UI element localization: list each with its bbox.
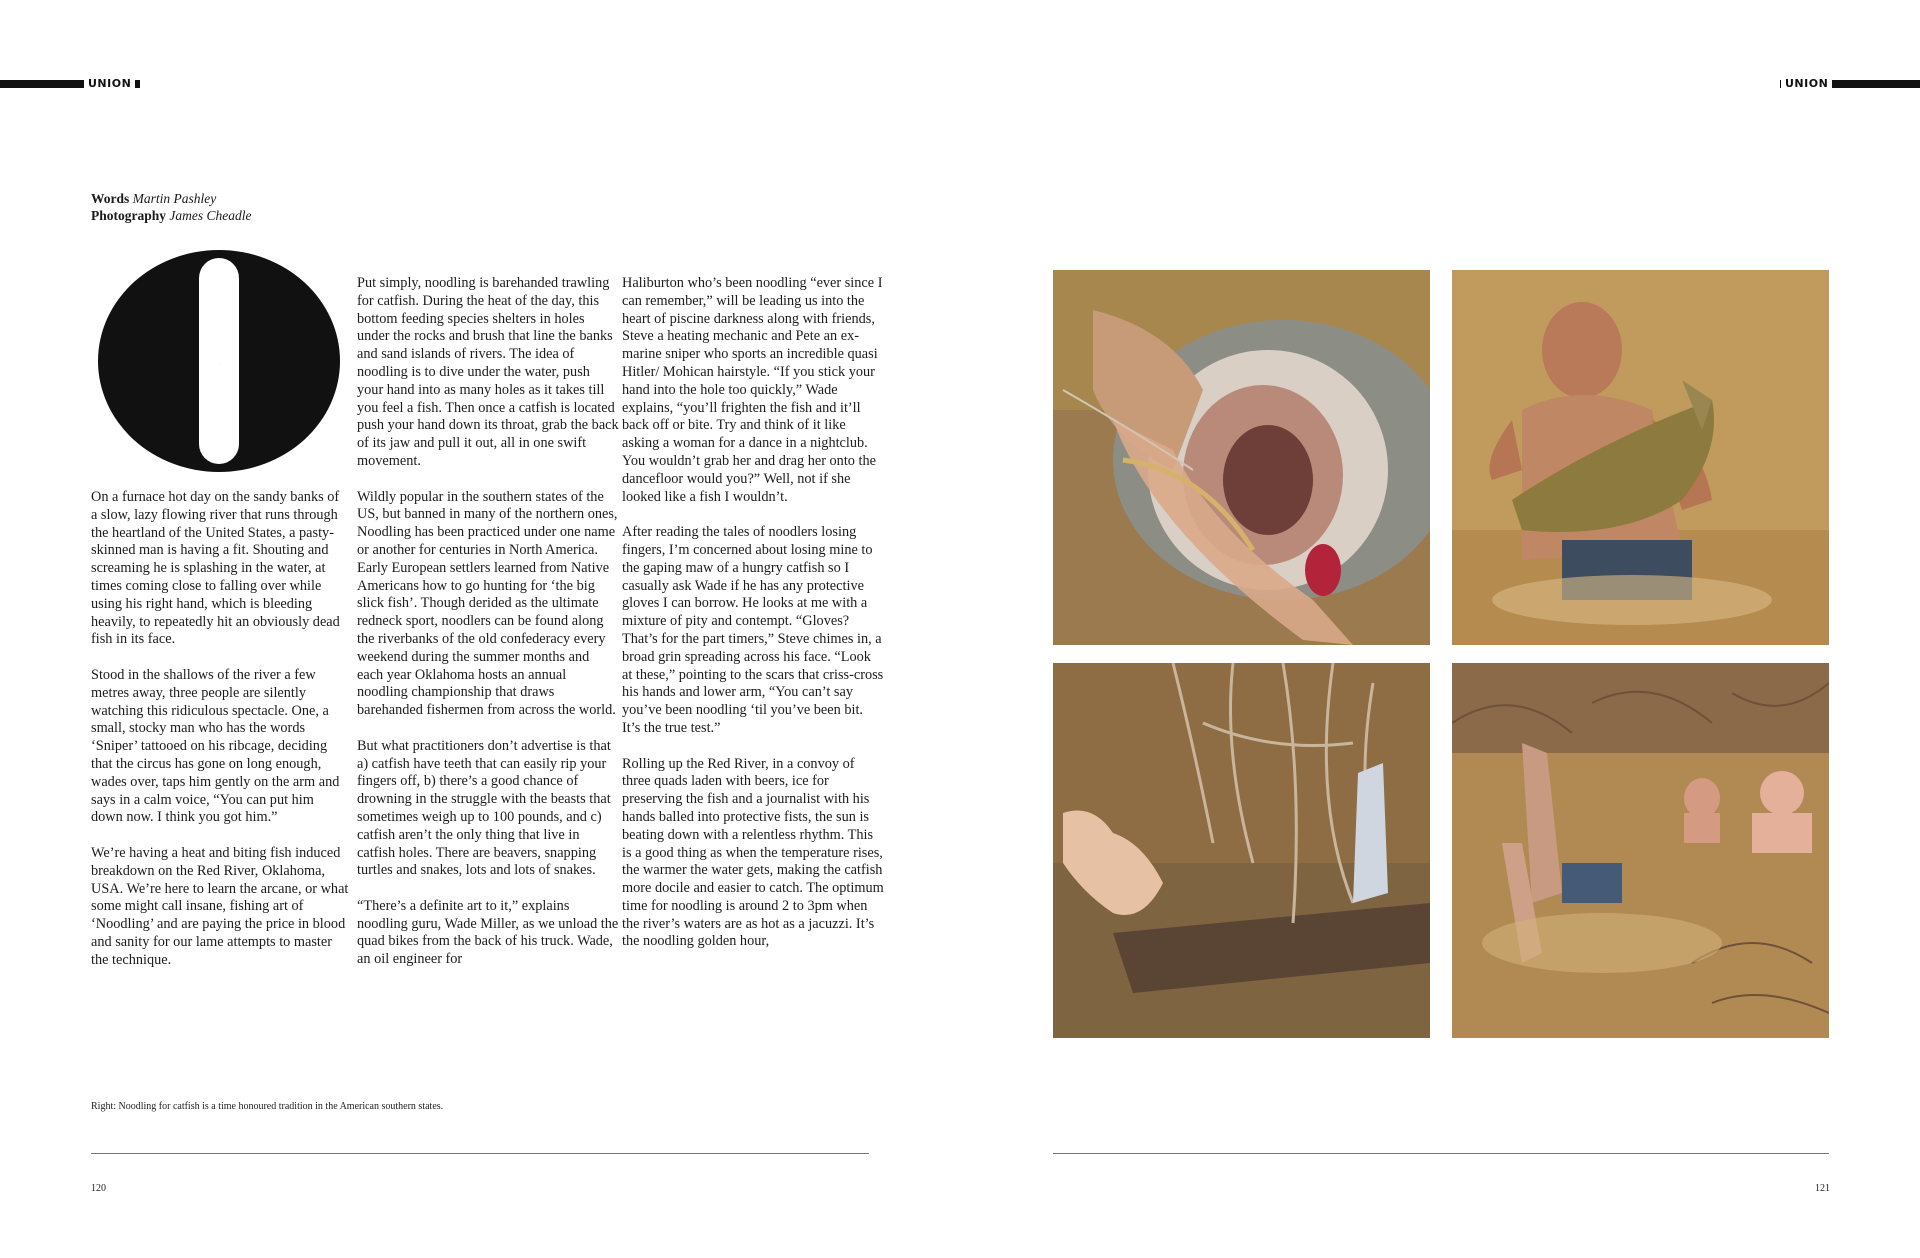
header-bar: [1830, 80, 1920, 88]
paragraph: But what practitioners don’t advertise is that a) catfish have teeth that can easily rip your fingers off, b) there’s a good chance of drowning in the struggle with the beasts that sometimes weigh up to 100 pounds, and c) catfish aren’t the only thing that live in catfish holes. There are beavers, snapping turtles and snakes, lots and lots of snakes.: [357, 737, 611, 879]
article-column-1: [91, 489, 349, 987]
article-column-3: [622, 275, 884, 969]
right-page: [960, 0, 1920, 1258]
section-label: UNION: [1781, 77, 1832, 91]
paragraph: On a furnace hot day on the sandy banks of a slow, lazy flowing river that runs through the heartland of the United States, a pasty-skinned man is having a fit. Shouting and screaming he is splashing in the water, at times coming close to falling over while using his right hand, which is bleeding heavily, to repeatedly hit an obviously dead fish in its face.: [91, 489, 340, 648]
paragraph: We’re having a heat and biting fish induced breakdown on the Red River, Oklahoma, USA. We’re here to learn the arcane, or what some might call insane, fishing art of ‘Noodling’ and are paying the price in blood and sanity for our lame attempts to master the technique.: [91, 844, 349, 968]
photo-man-holding-catfish: [1452, 270, 1829, 645]
photographer-name: James Cheadle: [169, 208, 252, 223]
drop-cap: [98, 250, 340, 472]
paragraph: Stood in the shallows of the river a few metres away, three people are silently watching this ridiculous spectacle. One, a small, stocky man who has the words ‘Sniper’ tattooed on his ribcage, deciding that the circus has gone on long enough, wades over, taps him gently on the arm and says in a calm voice, “You can put him down now. I think you got him.”: [91, 666, 340, 826]
page-number-right: 121: [1815, 1183, 1830, 1194]
words-label: Words: [91, 191, 130, 206]
paragraph: “There’s a definite art to it,” explains noodling guru, Wade Miller, as we unload the quad bikes from the back of his truck. Wade, an oil engineer for: [357, 897, 619, 968]
paragraph: After reading the tales of noodlers losing fingers, I’m concerned about losing mine to the gaping maw of a hungry catfish so I casually ask Wade if he has any protective gloves I can borrow. He looks at me with a mixture of pity and contempt. “Gloves? That’s for the part timers,” Steve chimes in, a broad grin spreading across his face. “Look at these,” pointing to the scars that criss-cross his hands and lower arm, “You can’t say you’ve been noodling ‘til you’ve been bit. It’s the true test.”: [622, 524, 884, 736]
photo-hand-by-roots: [1053, 663, 1430, 1038]
paragraph: Rolling up the Red River, in a convoy of three quads laden with beers, ice for preserving the fish and a journalist with his hands balled into protective fists, the sun is beating down with a relentless rhythm. This is a good thing as when the temperature rises, the warmer the water gets, making the catfish more docile and easier to catch. The optimum time for noodling is around 2 to 3pm when the river’s waters are as hot as a jacuzzi. It’s the noodling golden hour,: [622, 755, 884, 950]
author-name: Martin Pashley: [132, 191, 217, 206]
header-bar: [0, 80, 95, 88]
article-column-2: [357, 275, 619, 987]
footer-rule: [1053, 1153, 1829, 1154]
photo-caption: Right: Noodling for catfish is a time honoured tradition in the American southern states.: [91, 1101, 444, 1112]
paragraph: Haliburton who’s been noodling “ever since I can remember,” will be leading us into the heart of piscine darkness along with friends, Steve a heating mechanic and Pete an ex-marine sniper who sports an incredible quasi Hitler/ Mohican hairstyle. “If you stick your hand into the hole too quickly,” Wade explains, “you’ll frighten the fish and it’ll back off or bite. Try and think of it like asking a woman for a dance in a nightclub. You wouldn’t grab her and drag her onto the dancefloor would you?” Well, not if she looked like a fish I wouldn’t.: [622, 275, 883, 505]
credits: [91, 190, 252, 224]
section-label: UNION: [84, 77, 135, 91]
paragraph: Wildly popular in the southern states of the US, but banned in many of the northern ones, Noodling has been practiced under one name or another for centuries in North America. Early European settlers learned from Native Americans how to go hunting for ‘the big slick fish’. Though derided as the ultimate redneck sport, noodlers can be found along the riverbanks of the old confederacy every weekend during the summer months and each year Oklahoma hosts an annual noodling championship that draws barehanded fishermen from across the world.: [357, 488, 618, 719]
footer-rule: [91, 1153, 869, 1154]
photography-label: Photography: [91, 208, 167, 223]
drop-cap-letter: O: [219, 365, 220, 366]
page-number-left: 120: [91, 1183, 106, 1194]
paragraph: Put simply, noodling is barehanded trawling for catfish. During the heat of the day, this bottom feeding species shelters in holes under the rocks and brush that line the banks and sand islands of rivers. The idea of noodling is to dive under the water, push your hand into as many holes as it takes till you feel a fish. Then once a catfish is located push your hand down its throat, grab the back of its jaw and pull it out, all in one swift movement.: [357, 275, 619, 469]
photo-men-wading: [1452, 663, 1829, 1038]
photo-catfish-mouth: [1053, 270, 1430, 645]
